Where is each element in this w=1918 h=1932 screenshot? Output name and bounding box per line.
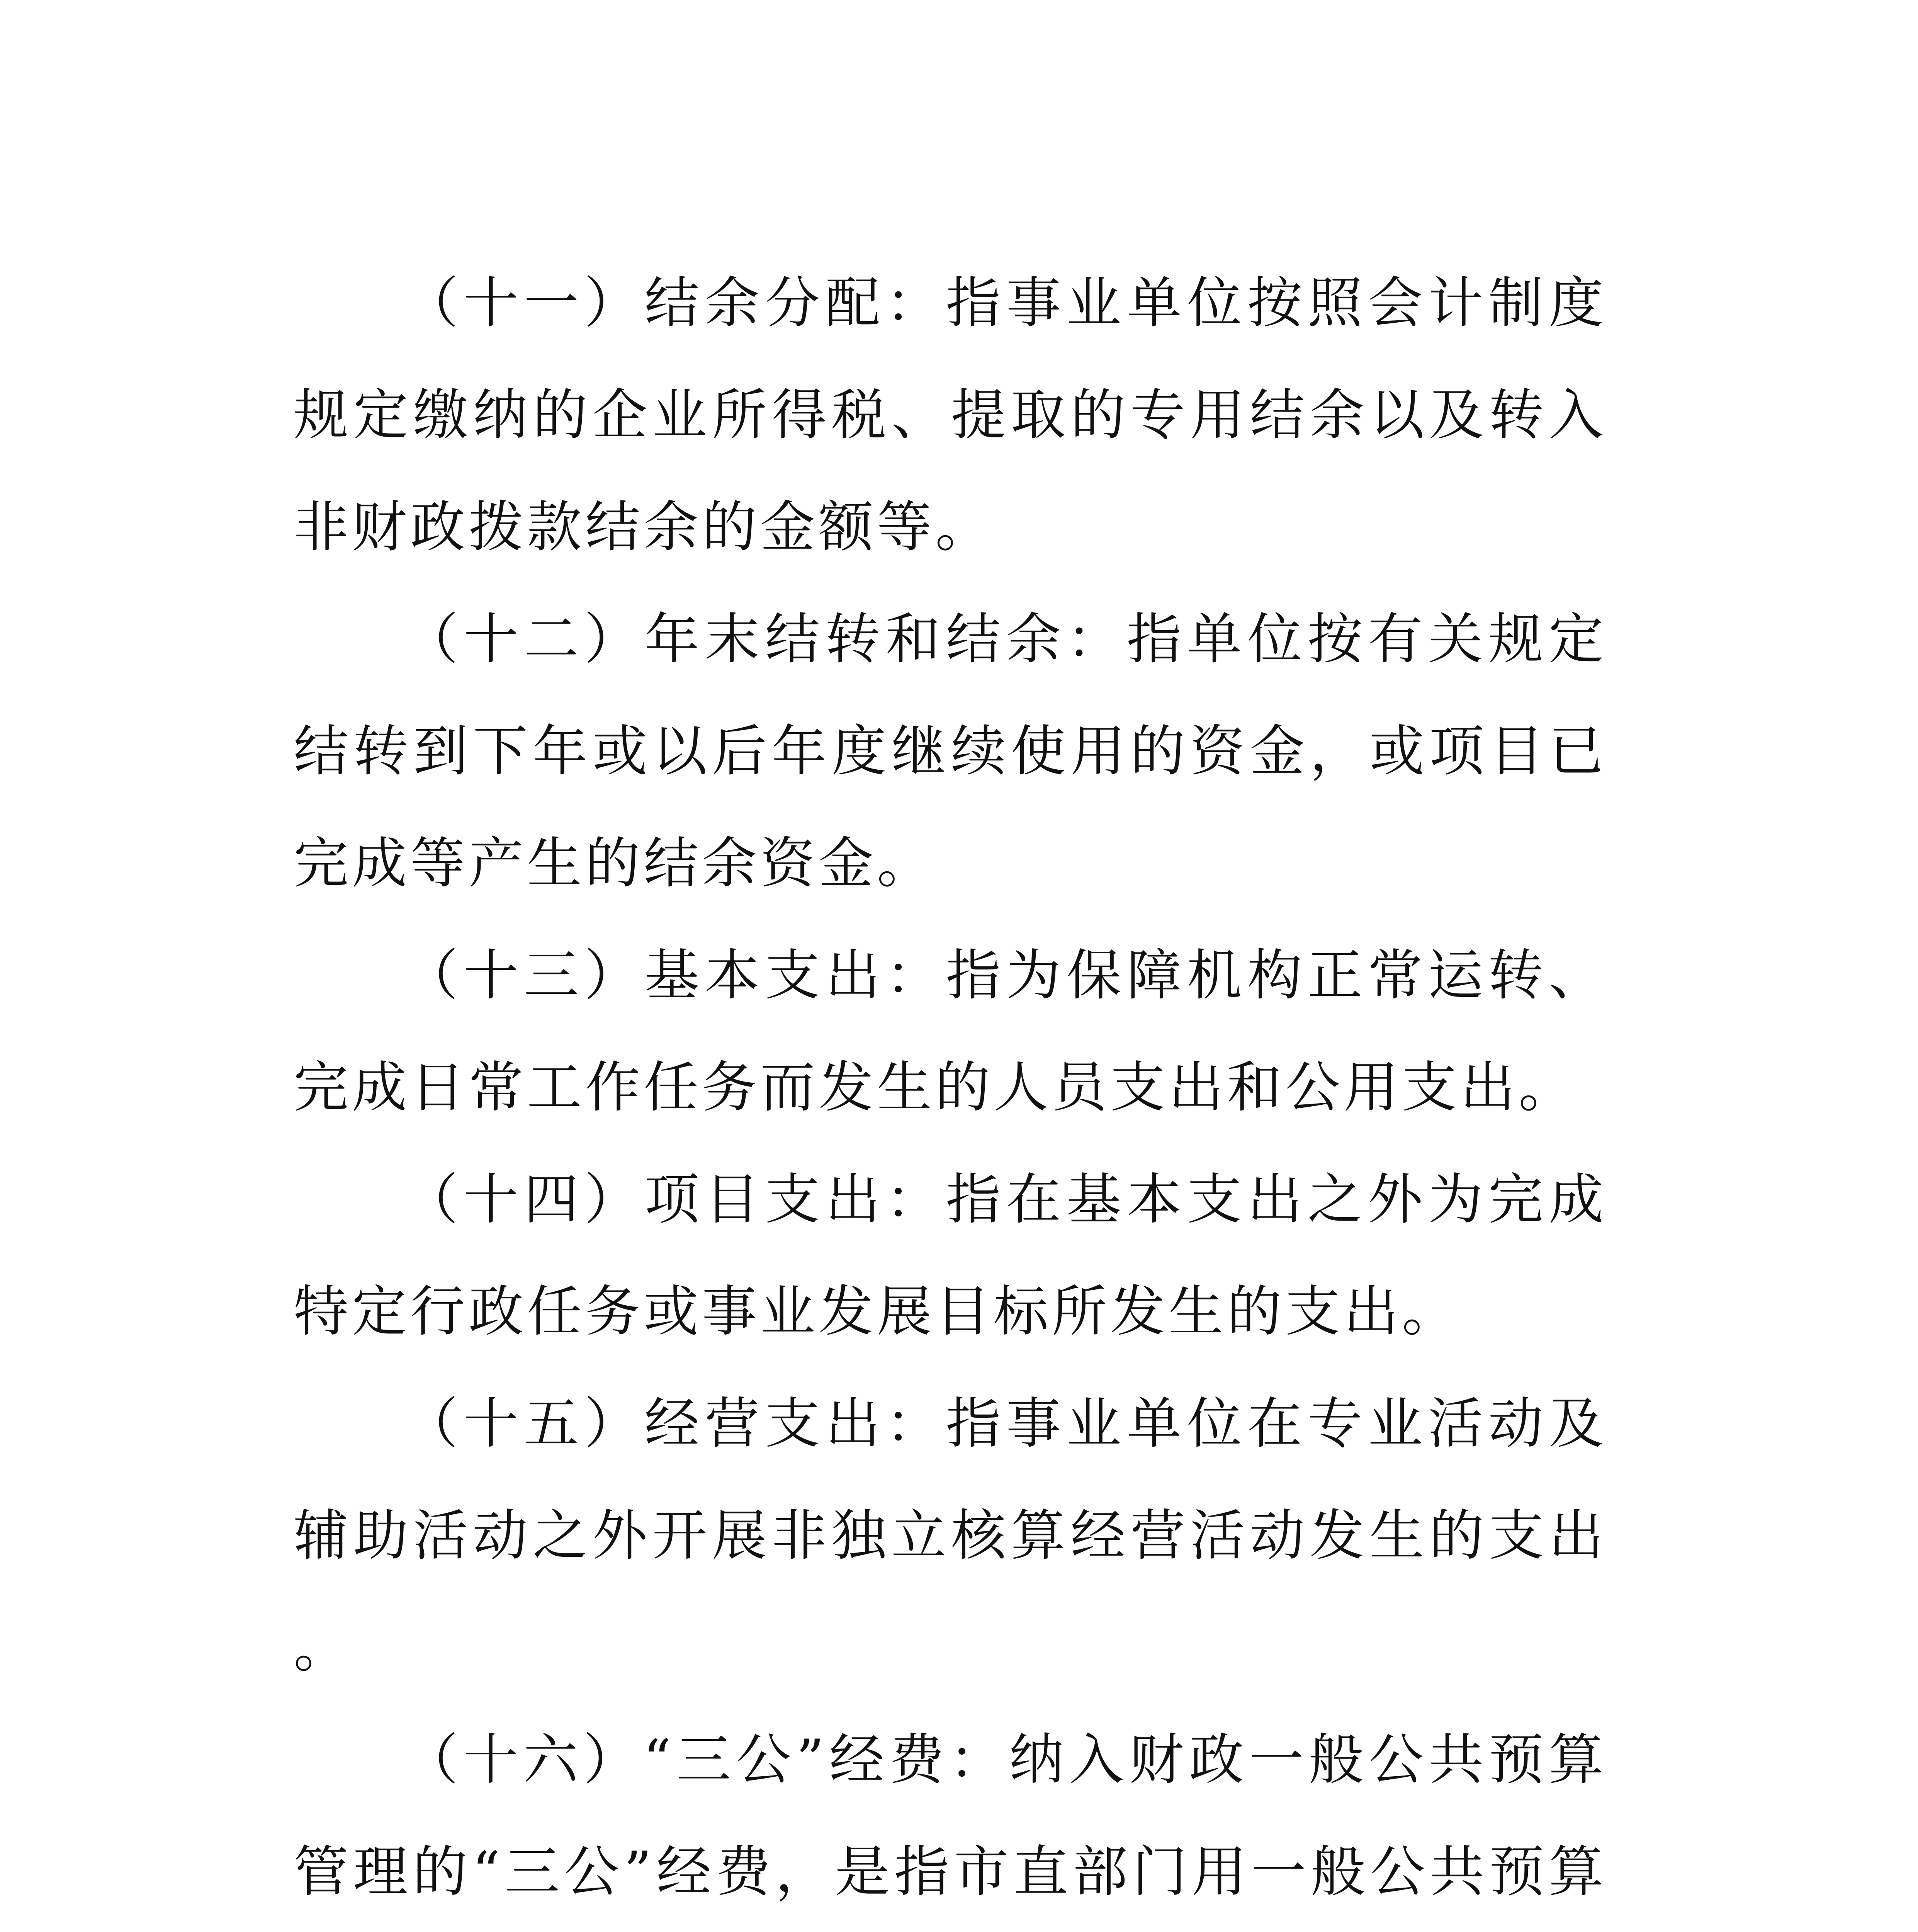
paragraph-14-project-expenditure: （十四）项目支出：指在基本支出之外为完成特定行政任务或事业发展目标所发生的支出。 [294,1168,1607,1344]
paragraph-12-year-end-carryover: （十二）年末结转和结余：指单位按有关规定结转到下年或以后年度继续使用的资金，或项目已完成等产生的结余资金。 [294,607,1607,895]
paragraph-16-three-public-expenses: （十六）“三公”经费：纳入财政一般公共预算管理的“三公”经费，是指市直部门用一般公共预算 [294,1728,1607,1904]
paragraph-13-basic-expenditure: （十三）基本支出：指为保障机构正常运转、完成日常工作任务而发生的人员支出和公用支出。 [294,944,1607,1119]
paragraph-15-operating-expenditure: （十五）经营支出：指事业单位在专业活动及辅助活动之外开展非独立核算经营活动发生的支出。 [294,1392,1607,1680]
paragraph-11-surplus-distribution: （十一）结余分配：指事业单位按照会计制度规定缴纳的企业所得税、提取的专用结余以及转入非财政拨款结余的金额等。 [294,271,1607,559]
document-body [294,247,1607,1932]
